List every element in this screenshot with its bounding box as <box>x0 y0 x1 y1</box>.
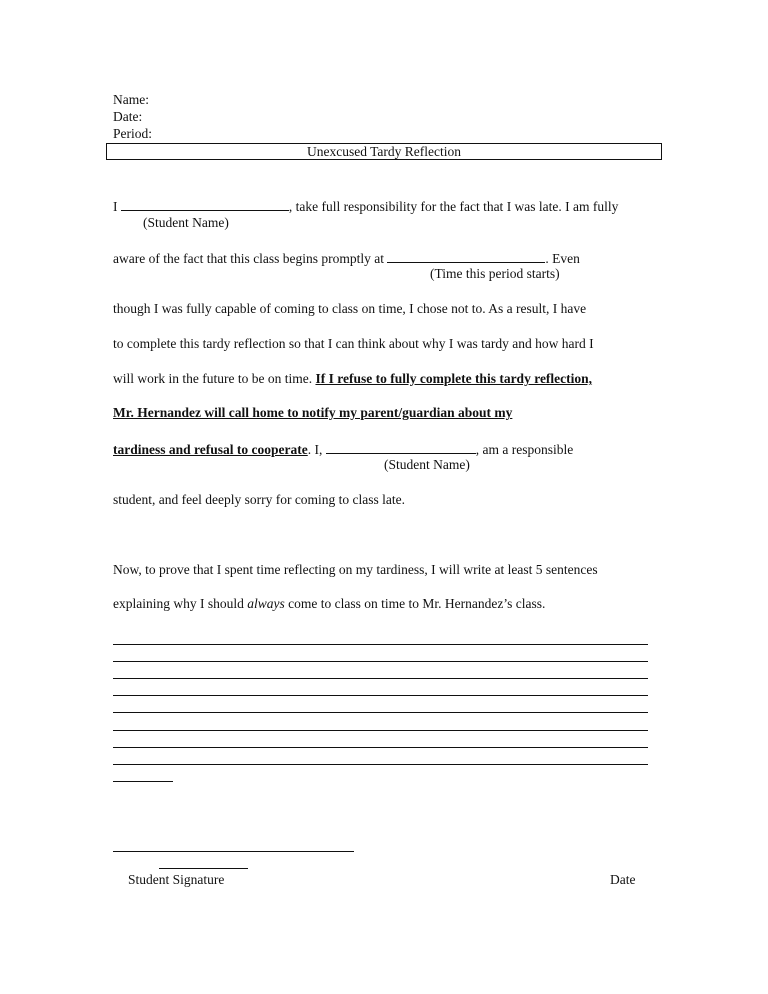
document-title: Unexcused Tardy Reflection <box>306 144 461 159</box>
signature-line[interactable] <box>113 851 354 852</box>
line7-mid: . I, <box>307 442 326 457</box>
instructions-suffix: come to class on time to Mr. Hernandez’s class. <box>284 596 546 611</box>
date-signature-label: Date <box>610 872 636 887</box>
student-name-caption: (Student Name) <box>143 215 229 230</box>
paragraph-line-4: to complete this tardy reflection so that I can think about why I was tardy and how hard I <box>113 336 594 351</box>
student-signature-label: Student Signature <box>128 872 225 887</box>
period-label: Period: <box>113 126 152 141</box>
paragraph-line-3: though I was fully capable of coming to class on time, I chose not to. As a result, I have <box>113 301 587 316</box>
time-blank[interactable] <box>387 249 545 263</box>
student-name-blank-2[interactable] <box>326 440 476 454</box>
paragraph-line-5 <box>113 371 592 387</box>
instructions-line-1: Now, to prove that I spent time reflecting on my tardiness, I will write at least 5 sentences <box>113 562 598 577</box>
writing-line[interactable] <box>113 678 648 679</box>
paragraph-line-8: student, and feel deeply sorry for coming to class late. <box>113 492 406 507</box>
paragraph-line-2 <box>113 249 580 267</box>
writing-line[interactable] <box>113 712 648 713</box>
writing-line[interactable] <box>113 747 648 748</box>
paragraph-line-6 <box>113 405 512 421</box>
student-name-caption-2: (Student Name) <box>384 457 470 472</box>
writing-line[interactable] <box>113 730 648 731</box>
student-name-blank[interactable] <box>121 197 289 211</box>
line1-prefix: I <box>113 199 121 214</box>
paragraph-line-7 <box>113 440 573 458</box>
title-box <box>106 143 662 160</box>
warning-text-part1: If I refuse to fully complete this tardy reflection, <box>315 371 593 386</box>
line7-suffix: , am a responsible <box>475 442 574 457</box>
name-label: Name: <box>113 92 149 107</box>
signature-underline <box>159 868 248 869</box>
warning-text-part3: tardiness and refusal to cooperate <box>113 442 308 457</box>
writing-line[interactable] <box>113 764 648 765</box>
instructions-emphasis: always <box>247 596 285 611</box>
writing-line[interactable] <box>113 661 648 662</box>
writing-line[interactable] <box>113 644 648 645</box>
instructions-prefix: explaining why I should <box>113 596 248 611</box>
writing-line[interactable] <box>113 695 648 696</box>
line2-suffix: . Even <box>545 251 580 266</box>
instructions-line-2 <box>113 596 545 612</box>
line1-suffix: , take full responsibility for the fact that I was late. I am fully <box>288 199 619 214</box>
line2-prefix: aware of the fact that this class begins promptly at <box>113 251 388 266</box>
writing-line-end[interactable] <box>113 781 173 782</box>
line5-prefix: will work in the future to be on time. <box>113 371 316 386</box>
time-caption: (Time this period starts) <box>430 266 560 281</box>
date-label: Date: <box>113 109 143 124</box>
paragraph-line-1 <box>113 197 618 215</box>
warning-text-part2: Mr. Hernandez will call home to notify my parent/guardian about my <box>113 405 513 420</box>
